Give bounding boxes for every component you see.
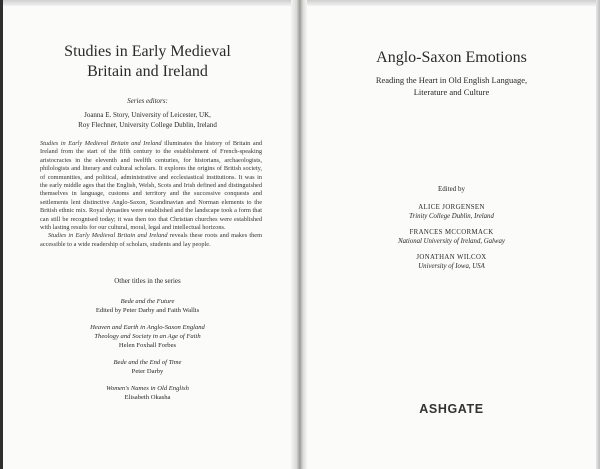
volume-editors [307, 203, 596, 278]
book-title: Women's Names in Old English [106, 385, 189, 392]
intro-series-name: Studies in Early Medieval Britain and Ireland [40, 140, 162, 147]
book-title: Bede and the End of Time [113, 359, 182, 366]
book-author: Elisabeth Okasha [124, 394, 171, 401]
editor-name: FRANCES MCCORMACK [409, 229, 494, 236]
series-description [40, 140, 262, 249]
intro-paragraph-1-text: illuminates the history of Britain and Ireland from the start of the fifth century to the establishment of French-speaking aristocracies in the eleventh and twelfth centuries, for historians, archaeologists, philologists and literary and cultural scholars. It explores the origins of British society, of communities, and political, administrative and ecclesiastical institutions. It was in the early middle ages that the English, Welsh, Scots and Irish defined and distinguished themselves in language, customs and territory and the successive conquests and settlements lent distinctive Anglo-Saxon, Scandinavian and Norman elements to the British ethnic mix. Royal dynasties were established and the landscape took a form that can still be recognised today; it was then too that Christian churches were established with lasting results for our cultural, moral, legal and intellectual horizons. [40, 140, 262, 232]
volume-editor [307, 253, 596, 271]
series-books-list [4, 297, 291, 410]
book-title: Bede and the Future [120, 298, 175, 305]
book-title: Heaven and Earth in Anglo-Saxon England [90, 324, 205, 331]
intro-paragraph-2-text: reveals these roots and makes them accessible to a wide readership of scholars, students and lay people. [40, 232, 262, 248]
editor-affiliation: University of Iowa, USA [418, 263, 485, 270]
series-title [4, 42, 291, 82]
intro-paragraph-2 [40, 232, 262, 249]
editor-name: JONATHAN WILCOX [416, 254, 487, 261]
book-subtitle: Theology and Society in an Age of Faith [94, 333, 201, 340]
editor-name: ALICE JORGENSEN [418, 204, 485, 211]
volume-editor [307, 203, 596, 221]
book-gutter [291, 0, 307, 469]
series-book [4, 384, 291, 402]
right-page [307, 0, 596, 469]
book-author: Peter Darby [131, 368, 164, 375]
book-author: Helen Foxhall Forbes [118, 342, 177, 349]
series-book [4, 297, 291, 315]
editor-affiliation: Trinity College Dublin, Ireland [409, 213, 494, 220]
volume-editor [307, 228, 596, 246]
intro-series-name-2: Studies in Early Medieval Britain and Ireland [48, 232, 168, 240]
book-author: Edited by Peter Darby and Faith Wallis [95, 307, 200, 314]
series-editor-1: Joanna E. Story, University of Leicester, UK, [84, 111, 211, 119]
publisher-logo: ASHGATE [419, 402, 484, 416]
book-title-main: Anglo-Saxon Emotions [376, 49, 527, 66]
series-title-line-2: Britain and Ireland [87, 63, 208, 80]
series-book [4, 358, 291, 376]
left-page [4, 0, 291, 469]
series-book [4, 323, 291, 350]
series-editors-label: Series editors: [127, 97, 168, 105]
series-title-line-1: Studies in Early Medieval [64, 43, 231, 60]
scan-left-edge [0, 0, 3, 469]
subtitle-line-2: Literature and Culture [413, 87, 490, 97]
series-editors [4, 111, 291, 130]
editor-affiliation: National University of Ireland, Galway [398, 238, 505, 245]
scan-right-edge [596, 0, 600, 469]
other-titles-label: Other titles in the series [114, 277, 181, 285]
book-subtitle-main [307, 74, 596, 98]
series-editor-2: Roy Flechner, University College Dublin, Ireland [78, 120, 217, 129]
intro-paragraph-1 [40, 140, 262, 232]
subtitle-line-1: Reading the Heart in Old English Language, [375, 75, 528, 85]
edited-by-label: Edited by [437, 185, 466, 193]
